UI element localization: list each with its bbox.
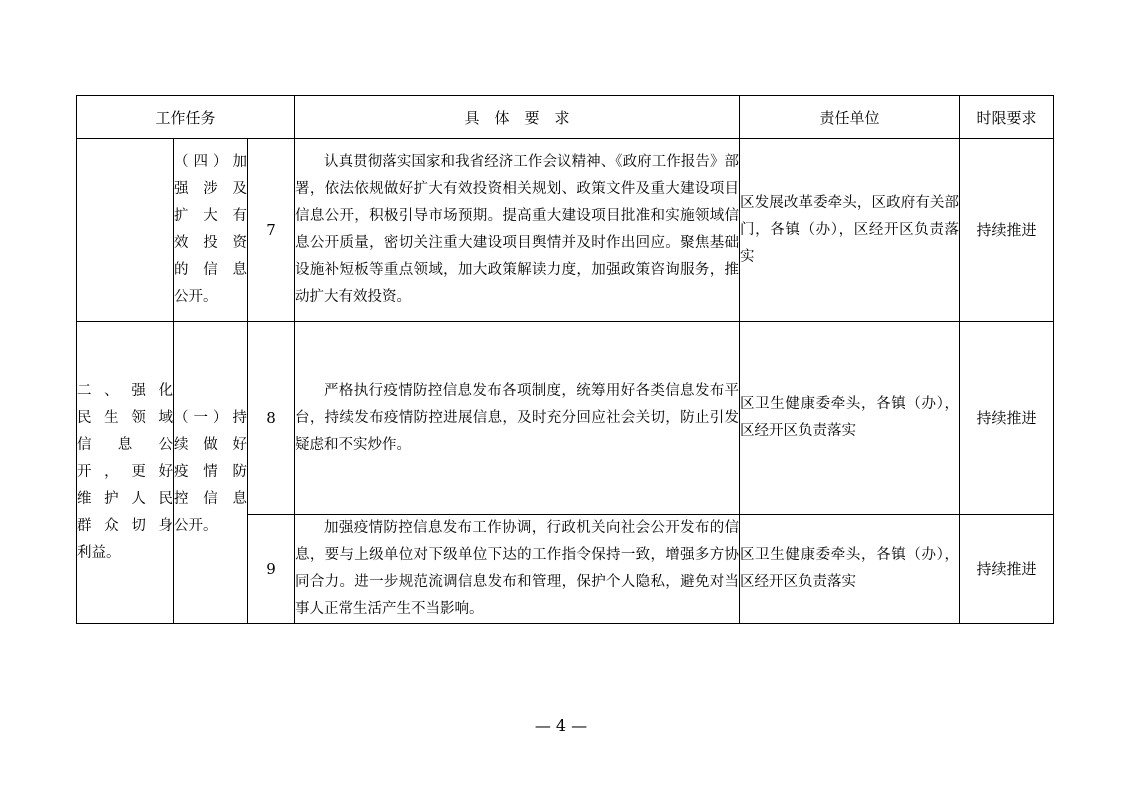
category-b-line: （一）持	[174, 410, 247, 426]
category-a-line: 利益。	[77, 545, 121, 561]
work-task-table	[76, 95, 1054, 624]
table-header-row	[77, 96, 1054, 139]
category-a-line: 信息公	[77, 437, 173, 453]
category-b-line: 控信息	[174, 491, 247, 507]
category-b-line: 扩大有	[174, 208, 247, 224]
category-b-line: 续做好	[174, 437, 247, 453]
category-b-line: 效投资	[174, 235, 247, 251]
table-row	[77, 139, 1054, 322]
category-b-line: 公开。	[174, 518, 218, 534]
responsible-unit: 区卫生健康委牵头，各镇（办），区经开区负责落实	[740, 515, 960, 624]
category-b-cell	[174, 139, 248, 322]
header-requirement: 具体要求	[295, 96, 740, 139]
category-a-line: 开，更好	[77, 464, 173, 480]
category-b-line: 强涉及	[174, 181, 247, 197]
header-deadline: 时限要求	[960, 96, 1054, 139]
item-number: 7	[248, 139, 295, 322]
category-a-line: 群众切身	[77, 518, 173, 534]
requirement-text: 加强疫情防控信息发布工作协调，行政机关向社会公开发布的信息，要与上级单位对下级单位下达的工作指令保持一致，增强多方协同合力。进一步规范流调信息发布和管理，保护个人隐私，避免对当事人正常生活产生不当影响。	[295, 515, 740, 624]
deadline-text: 持续推进	[960, 139, 1054, 322]
item-number: 9	[248, 515, 295, 624]
requirement-text: 严格执行疫情防控信息发布各项制度，统筹用好各类信息发布平台，持续发布疫情防控进展信息，及时充分回应社会关切，防止引发疑虑和不实炒作。	[295, 322, 740, 515]
category-a-cell	[77, 322, 174, 624]
category-a-line: 维护人民	[77, 491, 173, 507]
page-number: — 4 —	[534, 716, 588, 735]
responsible-unit: 区卫生健康委牵头，各镇（办），区经开区负责落实	[740, 322, 960, 515]
item-number: 8	[248, 322, 295, 515]
category-a-cell	[77, 139, 174, 322]
table-row	[77, 322, 1054, 515]
category-b-line: 疫情防	[174, 464, 247, 480]
header-task: 工作任务	[77, 96, 295, 139]
category-b-line: 公开。	[174, 289, 218, 305]
deadline-text: 持续推进	[960, 322, 1054, 515]
requirement-text: 认真贯彻落实国家和我省经济工作会议精神、《政府工作报告》部署，依法依规做好扩大有效投资相关规划、政策文件及重大建设项目信息公开，积极引导市场预期。提高重大建设项目批准和实施领域信息公开质量，密切关注重大建设项目舆情并及时作出回应。聚焦基础设施补短板等重点领域，加大政策解读力度，加强政策咨询服务，推动扩大有效投资。	[295, 139, 740, 322]
category-b-cell	[174, 322, 248, 624]
responsible-unit: 区发展改革委牵头，区政府有关部门，各镇（办），区经开区负责落实	[740, 139, 960, 322]
category-a-line: 民生领域	[77, 410, 173, 426]
deadline-text: 持续推进	[960, 515, 1054, 624]
header-unit: 责任单位	[740, 96, 960, 139]
category-b-line: 的信息	[174, 262, 247, 278]
category-a-line: 二、强化	[77, 383, 173, 399]
category-b-line: （四）加	[174, 154, 247, 170]
